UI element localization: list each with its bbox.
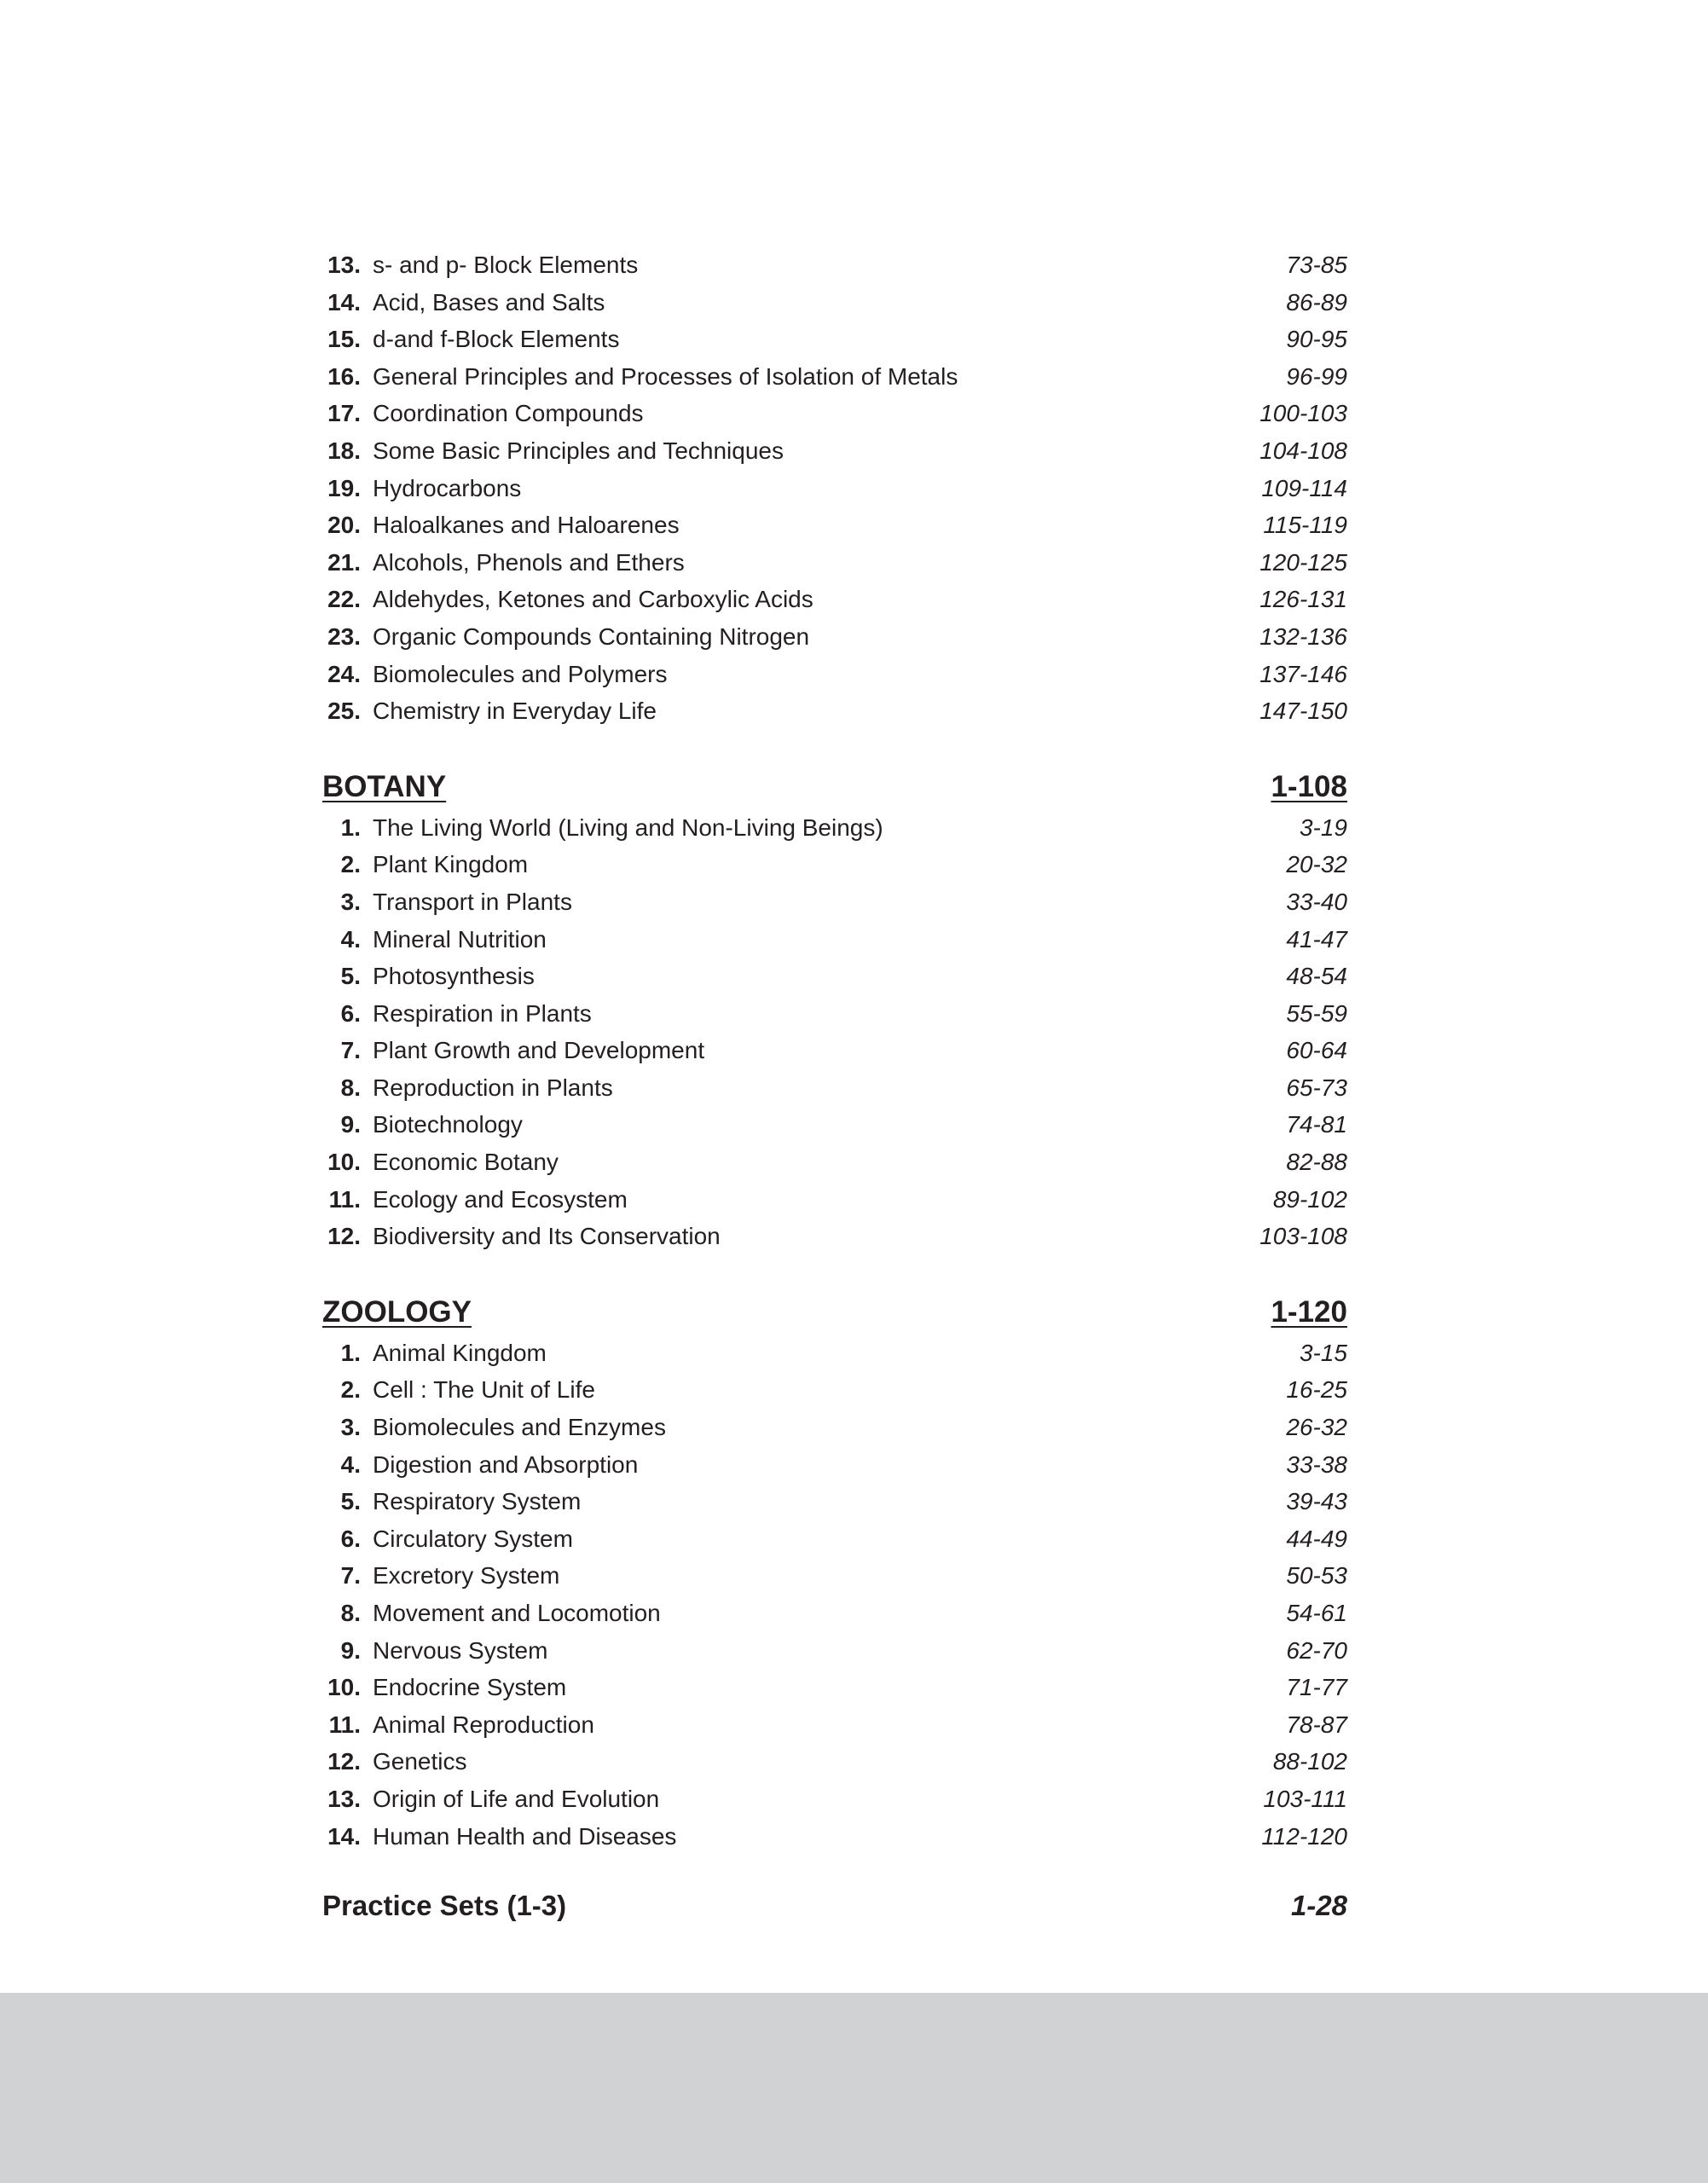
entry-number: 12. [327,1223,361,1250]
entry-title: General Principles and Processes of Isolation of Metals [373,362,958,390]
entry-pages: 41-47 [1286,925,1347,953]
entry-number: 17. [327,400,361,427]
entry-number: 6. [340,999,361,1027]
practice-sets-pages: 1-28 [1290,1890,1347,1922]
toc-entry [322,995,1347,1033]
entry-pages: 39-43 [1286,1488,1347,1515]
toc-entry [322,618,1347,656]
entry-pages: 147-150 [1259,698,1347,725]
entry-pages: 137-146 [1259,660,1347,687]
toc-entry [322,1181,1347,1219]
toc-entry [322,1520,1347,1558]
entry-title: Chemistry in Everyday Life [373,698,657,725]
entry-title: s- and p- Block Elements [373,252,639,278]
toc-entry [322,1032,1347,1069]
entry-pages: 100-103 [1259,400,1347,427]
entry-pages: 16-25 [1286,1376,1347,1404]
entry-title: Biotechnology [373,1111,523,1138]
entry-number: 25. [327,698,361,725]
entry-title: Biomolecules and Polymers [373,660,668,687]
entry-number: 14. [327,1822,361,1850]
toc-entry [322,1335,1347,1372]
entry-title: d-and f-Block Elements [373,326,620,353]
entry-pages: 89-102 [1272,1185,1347,1213]
toc-entry [322,1483,1347,1520]
toc-entry [322,246,1347,284]
entry-title: Respiratory System [373,1488,582,1515]
entry-pages: 55-59 [1286,999,1347,1027]
toc-entry [322,284,1347,321]
table-of-contents [322,246,1347,1928]
entry-number: 3. [340,888,361,915]
entry-title: Photosynthesis [373,963,535,990]
entry-number: 7. [340,1562,361,1589]
entry-pages: 78-87 [1286,1711,1347,1738]
entry-number: 6. [340,1525,361,1552]
entry-pages: 104-108 [1259,437,1347,464]
entry-number: 1. [340,814,361,841]
entry-pages: 96-99 [1286,362,1347,390]
entry-number: 16. [327,362,361,390]
toc-entry [322,921,1347,958]
entry-pages: 126-131 [1259,586,1347,613]
entry-title: Respiration in Plants [373,999,592,1027]
toc-entry [322,1818,1347,1856]
entry-number: 9. [340,1111,361,1138]
entry-title: Mineral Nutrition [373,925,547,953]
entry-pages: 33-40 [1286,888,1347,915]
entry-pages: 73-85 [1286,252,1347,278]
entry-pages: 88-102 [1272,1748,1347,1775]
entry-number: 9. [340,1636,361,1664]
entry-title: Organic Compounds Containing Nitrogen [373,622,810,650]
entry-title: Coordination Compounds [373,400,644,427]
entry-title: Economic Botany [373,1149,559,1176]
entry-title: Reproduction in Plants [373,1074,613,1101]
entry-number: 12. [327,1748,361,1775]
entry-title: Digestion and Absorption [373,1451,639,1478]
toc-entry [322,1144,1347,1181]
entry-number: 2. [340,1376,361,1404]
entry-pages: 65-73 [1286,1074,1347,1101]
entry-pages: 60-64 [1286,1037,1347,1064]
entry-number: 11. [328,1185,361,1213]
entry-number: 18. [327,437,361,464]
toc-entry [322,1781,1347,1818]
toc-entry [322,1446,1347,1484]
entry-pages: 48-54 [1286,963,1347,990]
entry-number: 10. [327,1674,361,1701]
toc-entry [322,581,1347,618]
zoology-pages: 1-120 [1271,1294,1347,1329]
entry-pages: 115-119 [1263,512,1347,539]
toc-entry [322,1371,1347,1409]
entry-title: Movement and Locomotion [373,1600,661,1626]
toc-entry [322,1069,1347,1107]
entry-pages: 103-111 [1263,1785,1347,1812]
entry-title: Transport in Plants [373,888,572,915]
toc-entry [322,1595,1347,1632]
entry-number: 4. [340,925,361,953]
entry-number: 7. [340,1037,361,1064]
entry-number: 8. [340,1600,361,1626]
entry-pages: 33-38 [1286,1451,1347,1478]
entry-number: 15. [327,326,361,353]
zoology-title: ZOOLOGY [322,1294,472,1329]
entry-title: Nervous System [373,1636,548,1664]
toc-entry [322,321,1347,358]
entry-pages: 71-77 [1286,1674,1347,1701]
entry-title: Cell : The Unit of Life [373,1376,595,1404]
practice-sets-heading [322,1884,1347,1928]
practice-sets-title: Practice Sets (1-3) [322,1890,567,1922]
entry-title: Some Basic Principles and Techniques [373,437,784,464]
entry-number: 3. [340,1414,361,1441]
entry-title: Hydrocarbons [373,474,522,501]
entry-title: Animal Kingdom [373,1339,547,1366]
entry-title: Genetics [373,1748,467,1775]
entry-number: 22. [327,586,361,613]
toc-entry [322,1669,1347,1706]
entry-number: 1. [340,1339,361,1366]
entry-title: Plant Growth and Development [373,1037,705,1064]
zoology-list [322,1335,1347,1855]
toc-entry [322,395,1347,432]
zoology-heading [322,1290,1347,1335]
toc-entry [322,1218,1347,1255]
entry-pages: 82-88 [1286,1149,1347,1176]
entry-title: Haloalkanes and Haloarenes [373,512,680,539]
toc-entry [322,470,1347,507]
entry-pages: 90-95 [1286,326,1347,353]
entry-number: 20. [327,512,361,539]
entry-pages: 74-81 [1286,1111,1347,1138]
entry-number: 23. [327,622,361,650]
toc-entry [322,1632,1347,1670]
entry-pages: 86-89 [1286,288,1347,316]
entry-pages: 3-19 [1299,814,1347,841]
entry-title: Excretory System [373,1562,560,1589]
entry-pages: 120-125 [1259,548,1347,576]
botany-title: BOTANY [322,769,447,803]
entry-title: Animal Reproduction [373,1711,594,1738]
toc-entry [322,544,1347,582]
entry-title: Ecology and Ecosystem [373,1185,628,1213]
entry-pages: 26-32 [1286,1414,1347,1441]
entry-number: 5. [340,1488,361,1515]
entry-title: Origin of Life and Evolution [373,1785,660,1812]
toc-entry [322,1557,1347,1595]
entry-title: Biomolecules and Enzymes [373,1414,666,1441]
toc-entry [322,958,1347,995]
entry-number: 5. [340,963,361,990]
entry-pages: 132-136 [1259,622,1347,650]
toc-entry [322,692,1347,730]
entry-pages: 44-49 [1286,1525,1347,1552]
footer-band [0,1993,1708,2183]
entry-title: Biodiversity and Its Conservation [373,1223,721,1250]
entry-pages: 54-61 [1286,1600,1347,1626]
entry-number: 4. [340,1451,361,1478]
entry-number: 13. [327,252,361,278]
entry-pages: 50-53 [1286,1562,1347,1589]
entry-title: Circulatory System [373,1525,573,1552]
toc-entry [322,507,1347,544]
toc-entry [322,1106,1347,1144]
entry-title: Endocrine System [373,1674,567,1701]
entry-number: 8. [340,1074,361,1101]
entry-number: 2. [340,851,361,878]
entry-number: 19. [327,474,361,501]
entry-number: 24. [327,660,361,687]
entry-title: Plant Kingdom [373,851,529,878]
entry-title: Aldehydes, Ketones and Carboxylic Acids [373,586,813,613]
entry-number: 11. [328,1711,361,1738]
entry-number: 21. [327,548,361,576]
entry-number: 10. [327,1149,361,1176]
entry-number: 13. [327,1785,361,1812]
toc-entry [322,883,1347,921]
toc-entry [322,656,1347,693]
entry-title: Acid, Bases and Salts [373,288,605,316]
botany-pages: 1-108 [1271,769,1347,803]
toc-entry [322,358,1347,396]
entry-pages: 3-15 [1299,1339,1347,1366]
entry-pages: 62-70 [1286,1636,1347,1664]
entry-pages: 20-32 [1286,851,1347,878]
entry-pages: 112-120 [1261,1822,1347,1850]
entry-title: Human Health and Diseases [373,1822,677,1850]
entry-title: The Living World (Living and Non-Living Beings) [373,814,883,841]
toc-entry [322,1409,1347,1446]
entry-pages: 109-114 [1261,474,1347,501]
botany-heading [322,765,1347,809]
toc-entry [322,432,1347,470]
entry-title: Alcohols, Phenols and Ethers [373,548,685,576]
toc-entry [322,846,1347,883]
toc-entry [322,809,1347,847]
botany-list [322,809,1347,1255]
chemistry-list [322,246,1347,730]
entry-pages: 103-108 [1259,1223,1347,1250]
entry-number: 14. [327,288,361,316]
toc-entry [322,1706,1347,1744]
toc-entry [322,1743,1347,1781]
